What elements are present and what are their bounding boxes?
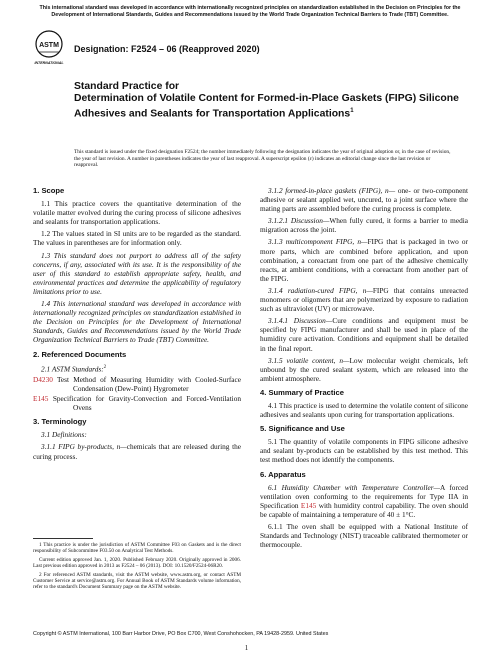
para-1-2: 1.2 The values stated in SI units are to be regarded as the standard. The values in parentheses are for information only. — [33, 229, 241, 248]
right-column — [260, 186, 468, 552]
svg-text:INTERNATIONAL: INTERNATIONAL — [34, 61, 64, 65]
section-heading-significance: 5. Significance and Use — [260, 424, 345, 434]
reference-link-e145[interactable]: E145 — [300, 500, 317, 510]
reference-code[interactable]: E145 — [33, 393, 49, 403]
astm-logo — [34, 30, 64, 74]
para-3-1-4: 3.1.4 radiation-cured FIPG, n—FIPG that contains unreacted monomers or oligomers that are polymerized by exposure to radiation such as ultraviolet (UV) or microwave. — [260, 285, 469, 314]
para-5-1: 5.1 The quantity of volatile components in FIPG silicone adhesive and sealant by-products can be established by this test method. This test method does not identify the components. — [260, 437, 468, 465]
page-number: 1 — [244, 644, 249, 652]
reference-code[interactable]: D4230 — [33, 375, 53, 385]
para-2-1: 2.1 ASTM Standards:$^2$ — [41, 364, 107, 374]
reference-e145[interactable]: E145 Specification for Gravity-Convection and Forced-Ventilation Ovens — [33, 393, 241, 412]
section-heading-summary: 4. Summary of Practice — [260, 387, 344, 397]
para-3-1-2: 3.1.2 formed-in-place gaskets (FIPG), n— one- or two-component adhesive or sealant applied wet, uncured, to a joint surface where the mating parts are assembled before the curing process is complete. — [260, 186, 468, 214]
issuance-note: This standard is issued under the fixed designation F2524; the number immediately following the designation indicates the year of original adoption or, in the case of revision, the year of last revision. A number in parentheses indicates the year of last reapproval. A superscript epsilon (ε) indicates an editorial change since the last revision or reapproval. — [74, 149, 451, 169]
footnote-1-edition: Current edition approved Jan. 1, 2020. Published February 2020. Originally approved in 2006. Last previous edition approved in 2013 as F2524 – 06 (2013). DOI: 10.1520/F2524-06R20. — [33, 556, 241, 570]
document-title — [74, 81, 464, 120]
para-4-1: 4.1 This practice is used to determine the volatile content of silicone adhesives and sealants upon curing for transportation applications. — [260, 400, 468, 420]
para-1-1: 1.1 This practice covers the quantitative determination of the volatile matter evolved during the curing process of silicone adhesives and sealants for transportation applications. — [33, 199, 241, 227]
section-heading-apparatus: 6. Apparatus — [260, 469, 306, 479]
tbt-notice: This international standard was developed in accordance with internationally recognized principles on standardization established in the Decision on Principles for the Development of International Standards, Guides and Recommendations issued by the World Trade Organization Technical Barriers to Trade (TBT) Committee. — [39, 5, 461, 18]
left-column — [33, 186, 241, 464]
para-3-1-1: 3.1.1 FIPG by-products, n—chemicals that are released during the curing process. — [33, 442, 241, 461]
svg-text:ASTM: ASTM — [39, 42, 59, 49]
para-1-3: 1.3 This standard does not purport to address all of the safety concerns, if any, associated with its use. It is the responsibility of the user of this standard to establish appropriate safety, health, and environmental practices and determine the applicability of regulatory limitations prior to use. — [33, 250, 241, 296]
para-3-1-4-1: 3.1.4.1 Discussion—Cure conditions and equipment must be specified by FIPG manufacturer and shall be used in place of the humidity cure activation. Conditions and equipment shall be detailed in the final report. — [260, 316, 469, 353]
section-heading-terminology: 3. Terminology — [33, 417, 87, 427]
section-heading-referenced-documents: 2. Referenced Documents — [33, 349, 127, 359]
footnote-divider — [33, 538, 93, 539]
para-6-1: 6.1 Humidity Chamber with Temperature Controller—A forced ventilation oven conforming to the requirements for Type IIA in Specification E145 with humidity control capability. The oven should be capable of maintaining a temperature of 40 ± 1°C. — [260, 482, 468, 519]
title-prefix: Standard Practice for — [74, 81, 180, 92]
footnotes — [33, 542, 241, 593]
title-footnote-marker: 1 — [350, 108, 354, 114]
footnote-2: 2 For referenced ASTM standards, visit the ASTM website, www.astm.org, or contact ASTM Customer Service at service@astm.org. For Annual Book of ASTM Standards volume information, refer to the standard's Document Summary page on the ASTM website. — [33, 571, 241, 591]
designation: Designation: F2524 – 06 (Reapproved 2020) — [74, 44, 260, 54]
para-3-1-5: 3.1.5 volatile content, n—Low molecular weight chemicals, left unbound by the cured sealant system, which are released into the ambient atmosphere. — [260, 355, 468, 383]
para-1-4: 1.4 This international standard was developed in accordance with internationally recognized principles on standardization established in the Decision on Principles for the Development of International Standards, Guides and Recommendations issued by the World Trade Organization Technical Barriers to Trade (TBT) Committee. — [33, 299, 241, 345]
copyright-footer: Copyright © ASTM International, 100 Barr Harbor Drive, PO Box C700, West Conshohocken, PA 19428-2959. United States — [33, 631, 329, 637]
para-6-1-1: 6.1.1 The oven shall be equipped with a National Institute of Standards and Technology (NIST) traceable calibrated thermometer or thermocouple. — [260, 522, 468, 550]
section-heading-scope: 1. Scope — [33, 186, 65, 195]
para-3-1: 3.1 Definitions: — [41, 430, 87, 440]
para-3-1-2-1: 3.1.2.1 Discussion—When fully cured, it forms a barrier to media migration across the joint. — [260, 216, 469, 235]
para-3-1-3: 3.1.3 multicomponent FIPG, n—FIPG that is packaged in two or more parts, which are combined before application, and upon combination, a coreactant from one part of the adhesive chemically reacts, at ambient conditions, with a coreactant from another part of the FIPG. — [260, 237, 468, 283]
footnote-1: 1 This practice is under the jurisdiction of ASTM Committee F03 on Gaskets and is the direct responsibility of Subcommittee F03.50 on Analytical Test Methods. — [33, 542, 241, 555]
reference-d4230[interactable]: D4230 Test Method of Measuring Humidity with Cooled-Surface Condensation (Dew-Point) Hygrometer — [33, 375, 241, 393]
title-main: Determination of Volatile Content for Formed-in-Place Gaskets (FIPG) Silicone Adhesives and Sealants for Transportation Applications$^1$ — [74, 93, 459, 120]
